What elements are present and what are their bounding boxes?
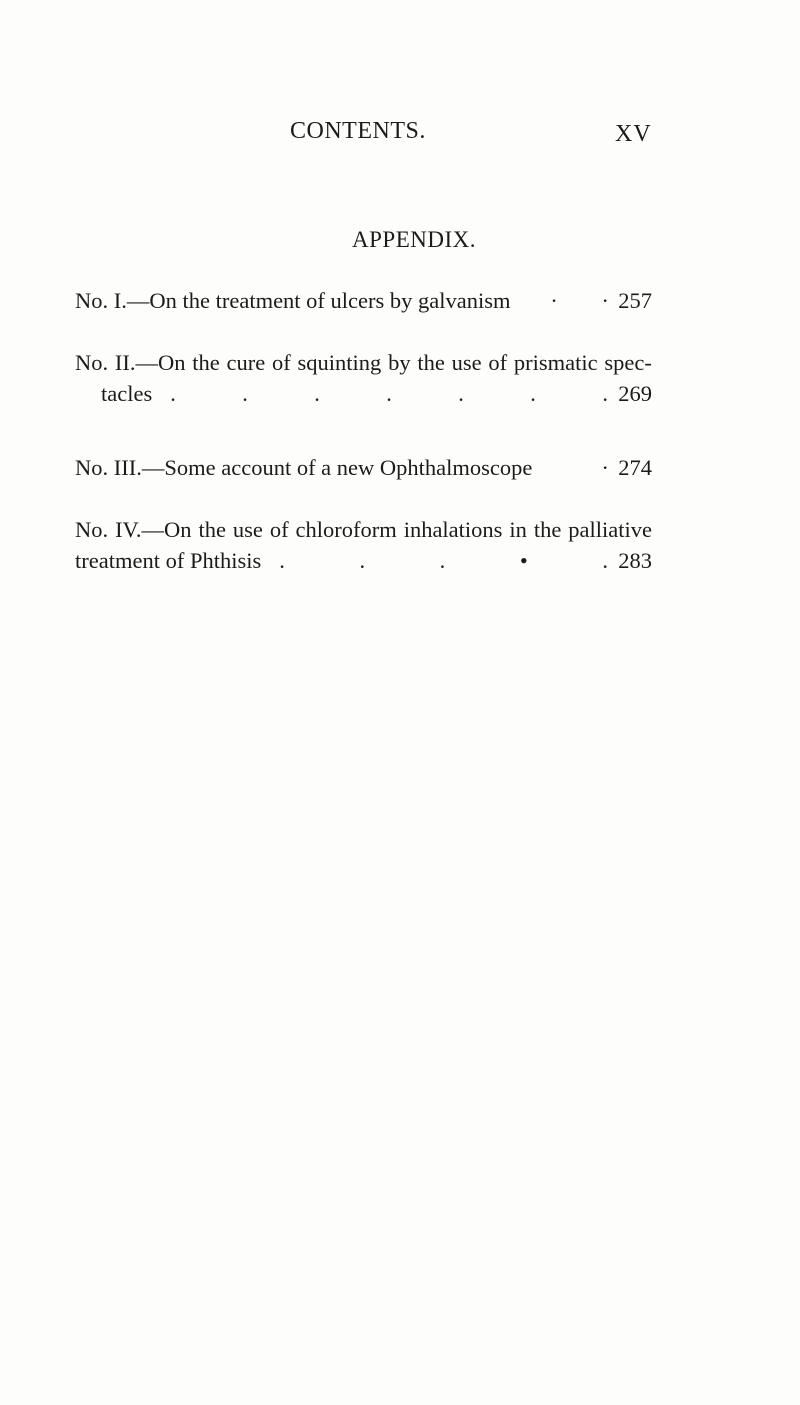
- entry-title-word: inhalations: [403, 517, 503, 542]
- entry-title-word: the: [192, 350, 220, 375]
- entry-title-continuation: treatment of Phthisis: [75, 548, 262, 573]
- entry-title-line: [75, 517, 652, 548]
- entry-title-word: prismatic: [513, 350, 598, 375]
- entry-title-word: in: [509, 517, 527, 542]
- appendix-contents-list: [75, 282, 652, 579]
- running-title: CONTENTS.: [290, 118, 426, 144]
- entry-title-word: IV.—On: [115, 517, 192, 542]
- entry-page-number: 269: [618, 381, 652, 406]
- entry-title-word: II.—On: [114, 350, 186, 375]
- entry-title: No. I.—On the treatment of ulcers by galvanism: [75, 288, 511, 313]
- toc-entry: [75, 350, 652, 412]
- leader-dots: .: [602, 449, 608, 474]
- leader-dots: . .: [551, 282, 608, 307]
- toc-entry: [75, 517, 652, 579]
- entry-title-word: of: [272, 350, 291, 375]
- toc-entry: [75, 449, 652, 480]
- entry-title-word: No.: [75, 350, 109, 375]
- entry-page-number: 283: [618, 548, 652, 573]
- entry-title-word: of: [269, 517, 289, 542]
- entry-title-word: spec-: [604, 350, 652, 375]
- toc-entry: [75, 282, 652, 313]
- entry-title-word: chloroform: [295, 517, 397, 542]
- entry-title-word: use: [451, 350, 482, 375]
- entry-title: No. III.—Some account of a new Ophthalmoscope: [75, 455, 533, 480]
- entry-page-number: 274: [618, 455, 652, 480]
- entry-page-number: 257: [618, 288, 652, 313]
- entry-title-word: of: [488, 350, 508, 375]
- entry-title-word: use: [232, 517, 263, 542]
- entry-title-continuation: tacles: [101, 381, 153, 406]
- entry-title-word: squinting: [297, 350, 382, 375]
- appendix-heading: APPENDIX.: [352, 227, 476, 252]
- entry-title-word: the: [198, 517, 226, 542]
- leader-dots: . . . . . . .: [170, 381, 608, 406]
- entry-title-word: cure: [226, 350, 266, 375]
- entry-title-word: No.: [75, 517, 109, 542]
- page-number: XV: [615, 121, 652, 147]
- entry-title-word: palliative: [568, 517, 652, 542]
- entry-title-word: by: [388, 350, 411, 375]
- entry-title-line: [75, 350, 652, 381]
- leader-dots: . . . • .: [279, 548, 608, 573]
- entry-title-word: the: [533, 517, 562, 542]
- entry-title-word: the: [417, 350, 445, 375]
